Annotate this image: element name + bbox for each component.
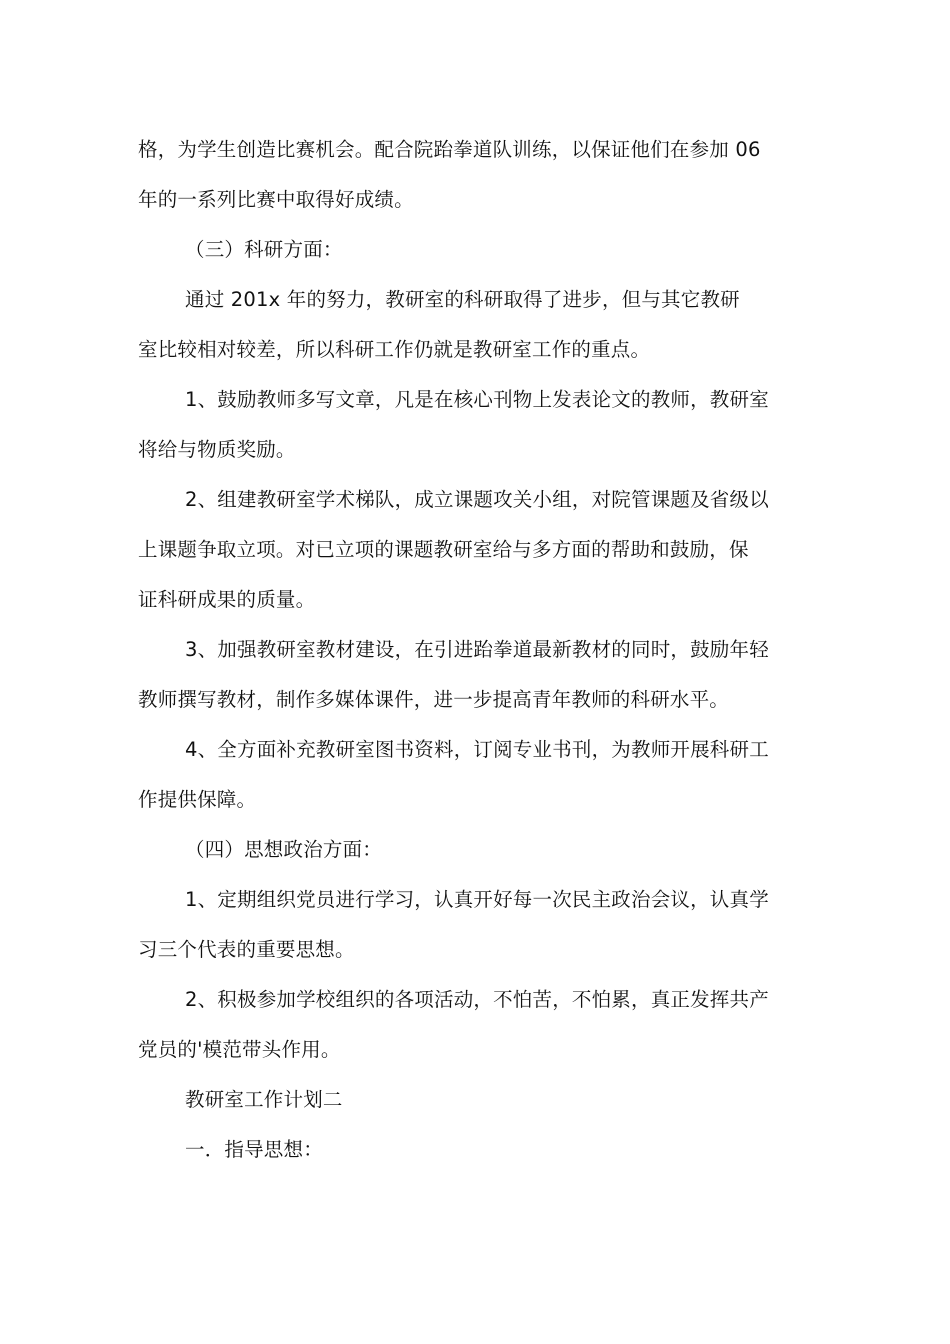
list-item-line: 2、组建教研室学术梯队，成立课题攻关小组，对院管课题及省级以 [185,488,769,511]
paragraph-line: 通过 201x 年的努力，教研室的科研取得了进步，但与其它教研 [185,288,740,311]
list-item-line: 1、定期组织党员进行学习，认真开好每一次民主政治会议，认真学 [185,888,769,911]
section-heading: （四）思想政治方面： [185,838,383,861]
list-item-line: 2、积极参加学校组织的各项活动，不怕苦，不怕累，真正发挥共产 [185,988,769,1011]
list-item-line: 1、鼓励教师多写文章，凡是在核心刊物上发表论文的教师，教研室 [185,388,769,411]
paragraph-line: 年的一系列比赛中取得好成绩。 [138,188,414,211]
list-item-line: 教师撰写教材，制作多媒体课件，进一步提高青年教师的科研水平。 [138,688,730,711]
list-item-line: 上课题争取立项。对已立项的课题教研室给与多方面的帮助和鼓励，保 [138,538,749,561]
list-item-line: 4、全方面补充教研室图书资料，订阅专业书刊，为教师开展科研工 [185,738,769,761]
paragraph-line: 格，为学生创造比赛机会。配合院跆拳道队训练，以保证他们在参加 06 [138,138,761,161]
document-subtitle: 教研室工作计划二 [185,1088,343,1111]
list-item-line: 党员的'模范带头作用。 [138,1038,341,1061]
section-heading: 一．指导思想： [185,1138,323,1161]
section-heading: （三）科研方面： [185,238,343,261]
paragraph-line: 室比较相对较差，所以科研工作仍就是教研室工作的重点。 [138,338,651,361]
list-item-line: 3、加强教研室教材建设，在引进跆拳道最新教材的同时，鼓励年轻 [185,638,769,661]
list-item-line: 证科研成果的质量。 [138,588,316,611]
list-item-line: 习三个代表的重要思想。 [138,938,355,961]
list-item-line: 作提供保障。 [138,788,257,811]
list-item-line: 将给与物质奖励。 [138,438,296,461]
